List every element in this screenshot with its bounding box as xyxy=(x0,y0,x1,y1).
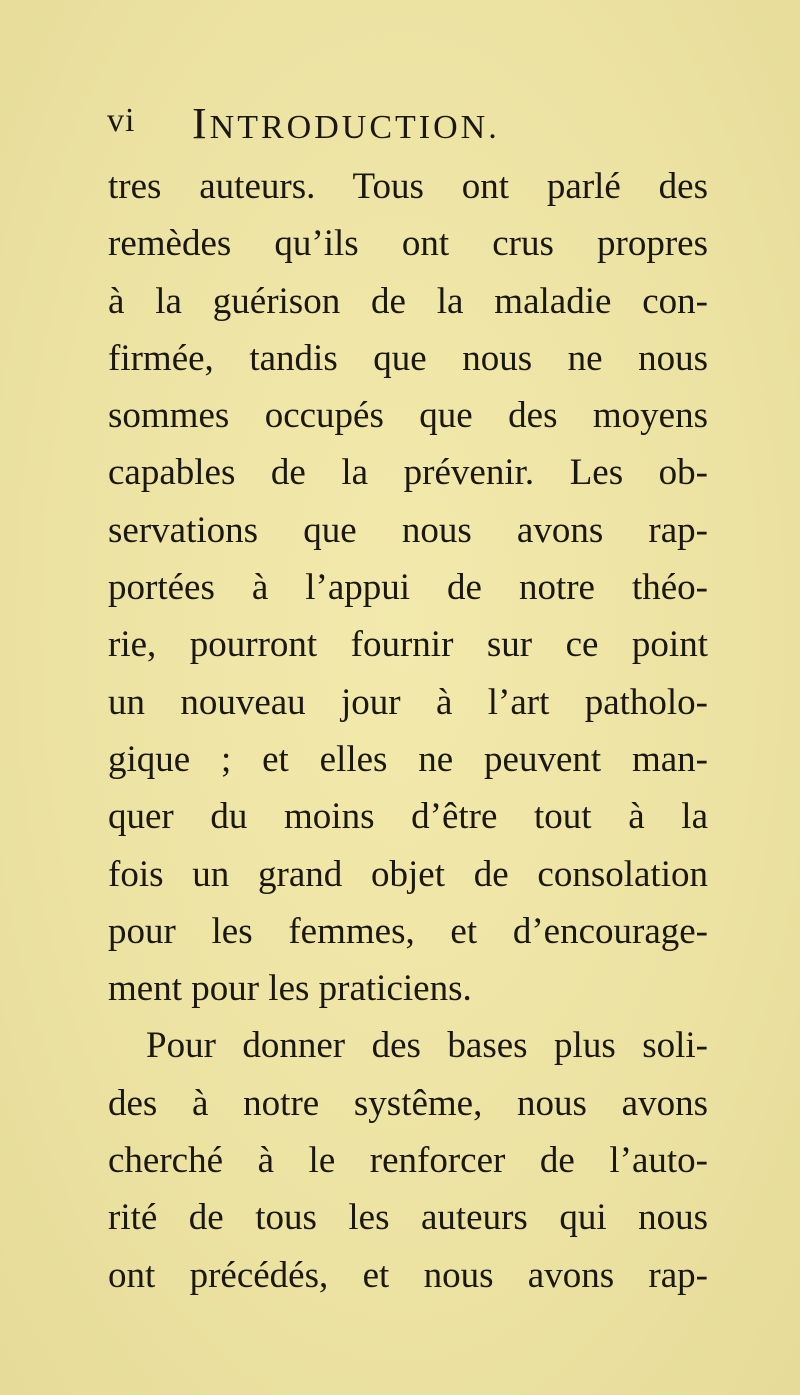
text-line: Pour donner des bases plus soli- xyxy=(146,1025,708,1067)
text-line: à la guérison de la maladie con- xyxy=(108,280,708,322)
text-line: rie, pourront fournir sur ce point xyxy=(108,624,708,666)
text-line: capables de la prévenir. Les ob- xyxy=(108,452,708,494)
text-line: quer du moins d’être tout à la xyxy=(108,796,708,838)
text-line: firmée, tandis que nous ne nous xyxy=(108,337,708,379)
text-line: ont précédés, et nous avons rap- xyxy=(108,1254,708,1296)
text-line: portées à l’appui de notre théo- xyxy=(108,567,708,609)
text-line: tres auteurs. Tous ont parlé des xyxy=(108,166,708,207)
page-header xyxy=(107,96,707,156)
running-title xyxy=(192,98,500,149)
text-line: fois un grand objet de consolation xyxy=(108,853,708,895)
text-line: rité de tous les auteurs qui nous xyxy=(108,1197,708,1239)
text-line: ment pour les praticiens. xyxy=(108,968,472,1010)
text-line: servations que nous avons rap- xyxy=(108,509,708,551)
body-text xyxy=(108,158,708,1304)
running-title-rest: NTRODUCTION. xyxy=(209,109,500,146)
text-line: remèdes qu’ils ont crus propres xyxy=(108,223,708,265)
text-line: sommes occupés que des moyens xyxy=(108,395,708,437)
text-line: pour les femmes, et d’encourage- xyxy=(108,910,708,952)
text-line: cherché à le renforcer de l’auto- xyxy=(108,1140,708,1182)
page-number: vi xyxy=(107,102,136,139)
text-line: un nouveau jour à l’art patholo- xyxy=(108,681,708,723)
text-line: gique ; et elles ne peuvent man- xyxy=(108,738,708,780)
text-line: des à notre systême, nous avons xyxy=(108,1082,708,1124)
running-title-initial: I xyxy=(192,99,210,148)
